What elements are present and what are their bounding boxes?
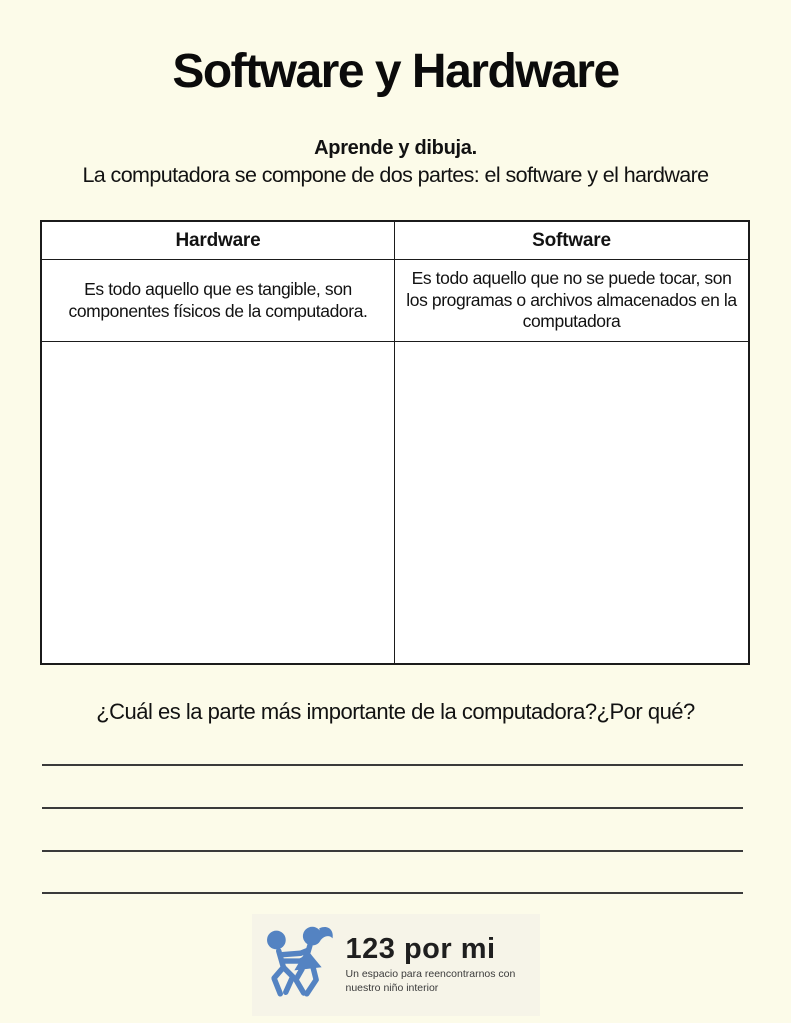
page-title: Software y Hardware	[172, 45, 619, 98]
table-header-hardware: Hardware	[42, 222, 395, 260]
brand-footer	[252, 914, 540, 1016]
brand-name: 123 por mi	[345, 932, 496, 965]
brand-text-block	[345, 932, 526, 995]
hardware-description: Es todo aquello que es tangible, son componentes físicos de la computadora.	[42, 260, 395, 342]
answer-line-4[interactable]	[42, 892, 743, 894]
question-text: ¿Cuál es la parte más importante de la computadora?¿Por qué?	[96, 699, 695, 724]
instruction-text: La computadora se compone de dos partes: el software y el hardware	[82, 163, 709, 187]
answer-line-3[interactable]	[42, 850, 743, 852]
comparison-table	[40, 220, 750, 665]
answer-line-1[interactable]	[42, 764, 743, 766]
instruction-heading: Aprende y dibuja.	[314, 137, 477, 159]
brand-tagline: Un espacio para reencontrarnos con nuestro niño interior	[345, 967, 516, 994]
software-drawing-area[interactable]	[395, 342, 748, 663]
table-header-software: Software	[395, 222, 748, 260]
software-description: Es todo aquello que no se puede tocar, son los programas o archivos almacenados en la computadora	[395, 260, 748, 342]
hardware-drawing-area[interactable]	[42, 342, 395, 663]
answer-line-2[interactable]	[42, 807, 743, 809]
dancing-children-icon	[260, 921, 338, 1010]
